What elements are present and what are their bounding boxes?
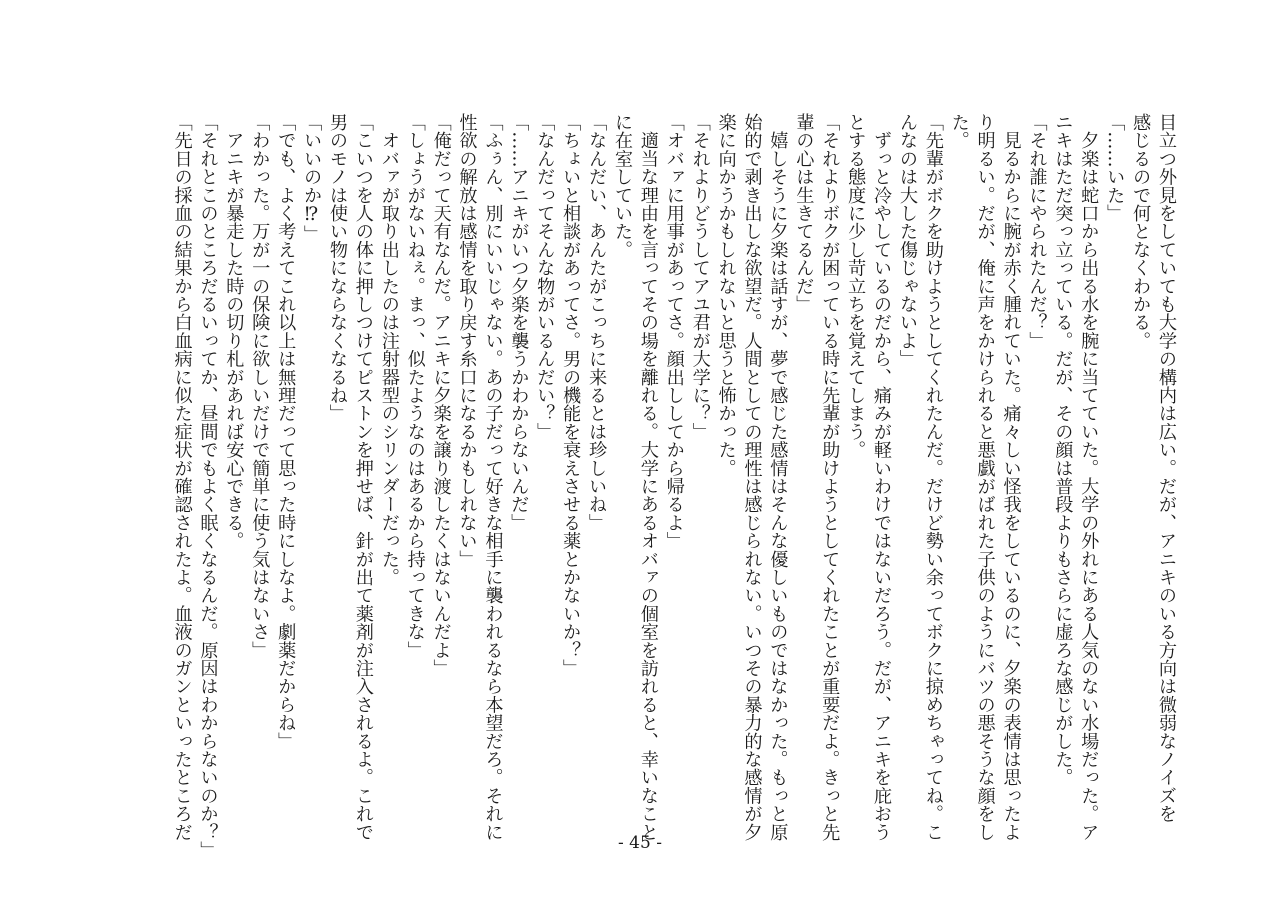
text-line: 見るからに腕が赤く腫れていた。痛々しい怪我をしているのに、夕楽の表情は思ったよ <box>1000 113 1022 841</box>
text-line: 楽に向かうかもしれないと思うと怖かった。 <box>715 113 737 477</box>
text-line: とする態度に少し苛立ちを覚えてしまう。 <box>845 113 867 459</box>
text-line: 男のモノは使い物にならなくなるね」 <box>327 113 348 423</box>
text-line: アニキが暴走した時の切り札があれば安心できる。 <box>223 113 245 550</box>
text-line: ニキはただ突っ立っている。だが、その顔は普段よりもさらに虚ろな感じがした。 <box>1052 113 1074 787</box>
text-line: 「それよりどうしてアユ君が大学に？」 <box>689 113 711 441</box>
text-line: 目立つ外見をしていても大学の構内は広い。だが、アニキのいる方向は微弱なノイズを <box>1156 113 1177 823</box>
text-line: 「わかった。万が一の保険に欲しいだけで簡単に使う気はないさ」 <box>249 113 271 659</box>
text-line: 「それとこのところだるいってか、昼間でもよく眠くなるんだ。原因はわからないのか？」 <box>197 113 219 860</box>
text-line: 「でも、よく考えてこれ以上は無理だって思った時にしなよ。劇薬だからね」 <box>275 113 297 750</box>
text-line: 始的で剥き出しな欲望だ。人間としての理性は感じられない。いつその暴力的な感情が夕 <box>741 113 763 841</box>
text-line: 夕楽は蛇口から出る水を腕に当てていた。大学の外れにある人気のない水場だった。ア <box>1078 113 1100 841</box>
text-line: 「ちょいと相談があってさ。男の機能を衰えさせる薬とかないか？」 <box>560 113 582 678</box>
text-line: 「なんだい、あんたがこっちに来るとは珍しいね」 <box>586 113 608 532</box>
text-line: 「なんだってそんな物がいるんだい？」 <box>534 113 556 441</box>
text-line: 「先日の採血の結果から白血病に似た症状が確認されたよ。血液のガンといったところだ <box>171 113 193 841</box>
text-line: 適当な理由を言ってその場を離れる。大学にあるオバァの個室を訪れると、幸いなこと <box>637 113 659 841</box>
text-line: 「……いた」 <box>1104 113 1126 223</box>
page-number: - 45 - <box>618 833 662 853</box>
text-line: んなのは大した傷じゃないよ」 <box>896 113 918 368</box>
text-line: 「俺だって天有なんだ。アニキに夕楽を譲り渡したくはないんだよ」 <box>430 113 452 678</box>
text-line: 感じるので何となくわかる。 <box>1130 113 1152 350</box>
text-line: 「こいつを人の体に押しつけてピストンを押せば、針が出て薬剤が注入されるよ。これで <box>352 113 374 841</box>
text-line: 「しょうがないねぇ。まっ、似たようなのはあるから持ってきな」 <box>404 113 426 659</box>
text-line: 「ふぅん、別にいいじゃない。あの子だって好きな相手に襲われるなら本望だろ。それに <box>482 113 504 841</box>
text-line: オバァが取り出したのは注射器型のシリンダーだった。 <box>378 113 400 587</box>
text-line: た。 <box>948 113 970 150</box>
text-line: ずっと冷やしているのだから、痛みが軽いわけではないだろう。だが、アニキを庇おう <box>871 113 893 841</box>
text-line: に在室していた。 <box>611 113 633 259</box>
text-line: 「……アニキがいつ夕楽を襲うかわからないんだ」 <box>508 113 530 532</box>
text-line: 嬉しそうに夕楽は話すが、夢で感じた感情はそんな優しいものではなかった。もっと原 <box>767 113 789 841</box>
text-line: 「いいのか⁉」 <box>301 113 323 244</box>
text-line: り明るい。だが、俺に声をかけられると悪戯がばれた子供のようにバツの悪そうな顔をし <box>974 113 996 841</box>
text-line: 「先輩がボクを助けようとしてくれたんだ。だけど勢い余ってボクに掠めちゃってね。こ <box>922 113 944 841</box>
text-line: 「それ誰にやられたんだ？」 <box>1026 113 1048 350</box>
text-line: 「オバァに用事があってさ。顔出ししてから帰るよ」 <box>663 113 685 550</box>
text-line: 輩の心は生きてるんだ」 <box>793 113 815 314</box>
text-line: 「それよりボクが困っている時に先輩が助けようとしてくれたことが重要だよ。きっと先 <box>819 113 841 841</box>
text-line: 性欲の解放は感情を取り戻す糸口になるかもしれない」 <box>456 113 478 568</box>
